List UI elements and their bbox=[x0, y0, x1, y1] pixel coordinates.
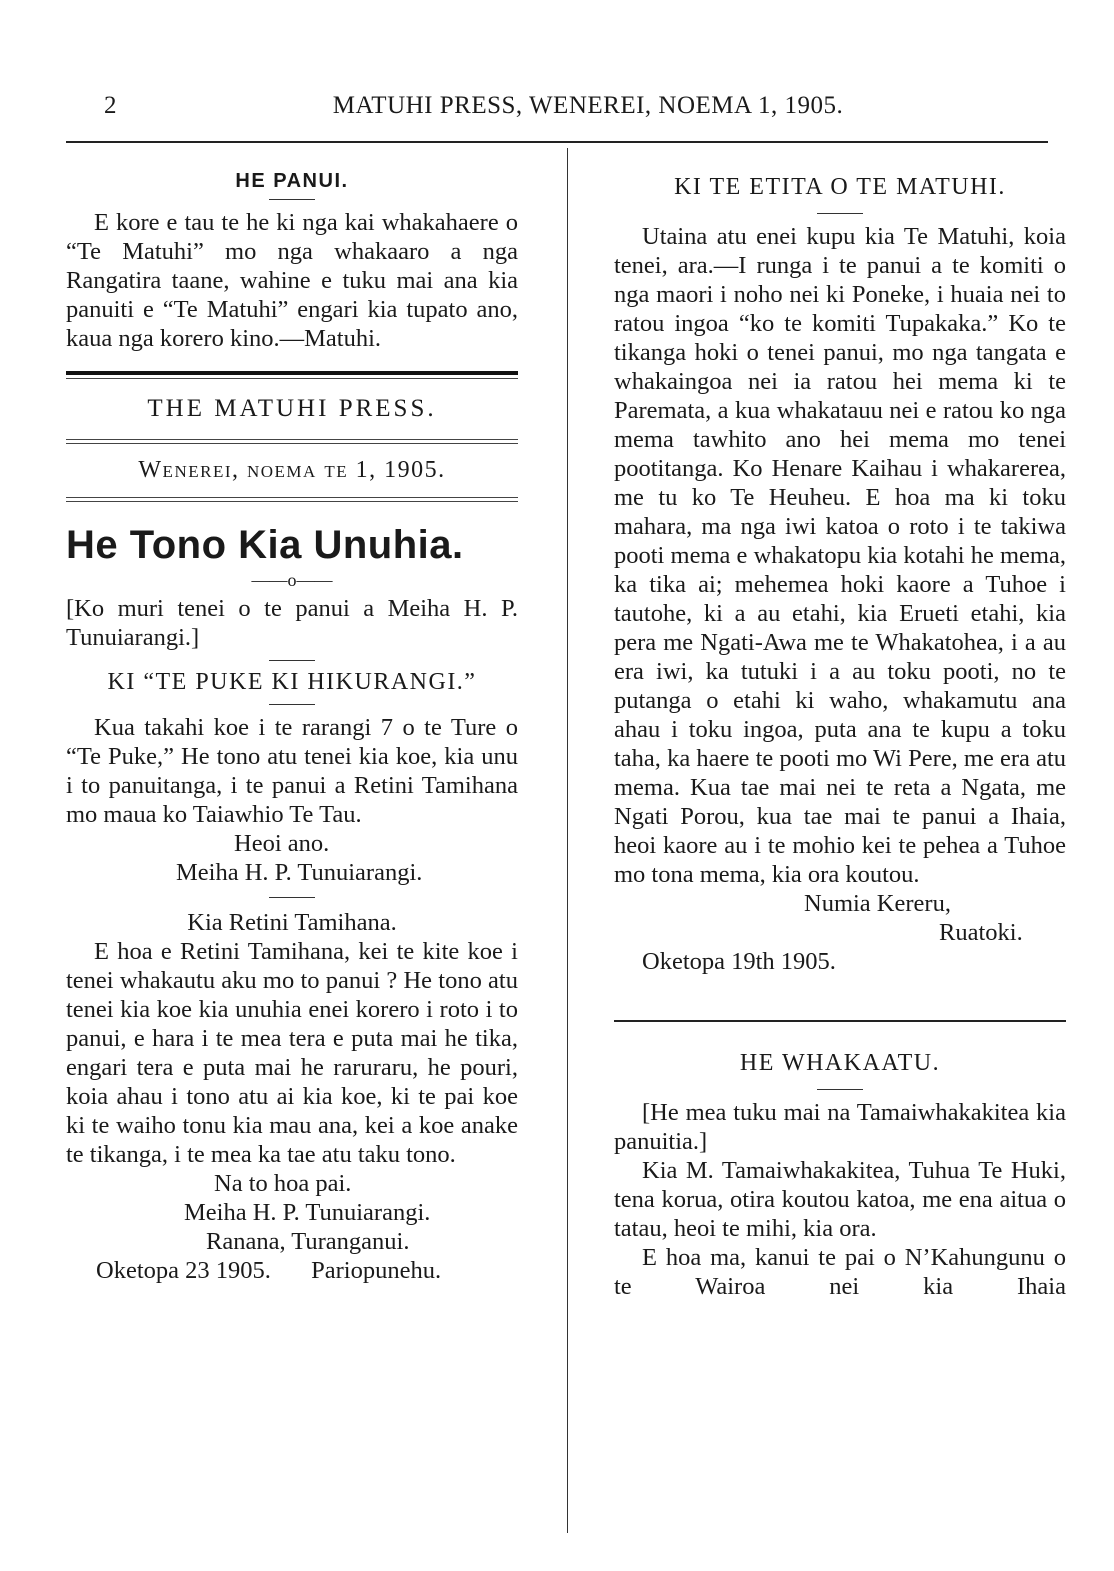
short-rule bbox=[269, 897, 315, 898]
left-column bbox=[66, 160, 518, 1285]
thin-rule bbox=[66, 378, 518, 379]
editor-letter-heading: KI TE ETITA O TE MATUHI. bbox=[674, 174, 1006, 200]
short-rule bbox=[817, 1089, 863, 1090]
panui-heading: HE PANUI. bbox=[235, 170, 349, 192]
right-column bbox=[614, 160, 1066, 1301]
short-rule bbox=[269, 704, 315, 705]
letter2-place2: Pariopunehu. bbox=[311, 1257, 442, 1284]
page-number: 2 bbox=[104, 92, 117, 119]
letter1-signature: Meiha H. P. Tunuiarangi. bbox=[176, 859, 423, 886]
editor-letter-signature: Numia Kereru, bbox=[804, 890, 951, 917]
column-divider bbox=[567, 148, 568, 1533]
header-title: MATUHI PRESS, WENEREI, NOEMA 1, 1905. bbox=[332, 92, 844, 119]
editor-letter-date: Oketopa 19th 1905. bbox=[642, 948, 836, 975]
editor-letter-body: Utaina atu enei kupu kia Te Matuhi, koia tenei, ara.—I runga i te panui a te komiti o nga maori i noho nei ki Poneke, i huaia nei to ratou ingoa “ko te komiti Tupakaka.” Ko te tikanga hoki o tenei panui, mo nga tangata e whakaingoa nei ia ratou hei mema ki te Paremata, a kua whakatauu nei e ratou ko nga mema tawhito ano hei mema mo tenei pootitanga. Ko Henare Kaihau i whakarerea, me tu ko Te Heuheu. E hoa ma ki toku mahara, ma nga iwi katoa o roto i te takiwa pooti mema e whakatopu kia kotahi he mema, ka tika ai; mehemea hoki kaore a Tuhoe i tautohe, ki a au etahi, kia Erueti etahi, kia pera me Ngati-Awa me te Whakatohea, i a au era iwi, ka tutuki i a au toku pooti, no te putanga o etahi ki waho, whakamutu ana ahau i toku ingoa, puta ana te kupu a toku taha, ka haere te pooti mo Wi Pere, me era atu mema. Kua tae mai nei te reta a Ngata, me Ngati Porou, kua tae mai te panui a Ihaia, heoi kaore au i te mohio kei te pehea a Tuhoe mo tona mema, kia ora koutou. bbox=[614, 223, 1066, 888]
short-rule bbox=[269, 199, 315, 200]
letter2-heading: Kia Retini Tamihana. bbox=[187, 909, 397, 936]
notice-paragraph-2: E hoa ma, kanui te pai o N’Kahungunu o te Wairoa nei kia Ihaia bbox=[614, 1244, 1066, 1300]
editor-letter-place: Ruatoki. bbox=[939, 919, 1023, 946]
short-rule bbox=[269, 660, 315, 661]
article-ornament: ——o—— bbox=[251, 570, 333, 590]
notice-paragraph-1: Kia M. Tamaiwhakakitea, Tuhua Te Huki, tena korua, otira koutou katoa, me ena aitua o tatau, heoi te mihi, kia ora. bbox=[614, 1157, 1066, 1242]
notice-heading: HE WHAKAATU. bbox=[739, 1050, 941, 1076]
letter1-body: Kua takahi koe i te rarangi 7 o te Ture o “Te Puke,” He tono atu tenei kia koe, kia unu i to panuitanga, i te panui a Retini Tamihana mo maua ko Taiawhio Te Tau. bbox=[66, 714, 518, 828]
letter2-dateline bbox=[66, 1256, 518, 1285]
short-rule bbox=[817, 213, 863, 214]
running-header bbox=[68, 92, 1048, 126]
letter2-closing: Na to hoa pai. bbox=[214, 1170, 352, 1197]
section-rule bbox=[614, 1020, 1066, 1022]
letter2-date: Oketopa 23 1905. bbox=[96, 1257, 271, 1284]
letter2-place: Ranana, Turanganui. bbox=[206, 1228, 410, 1255]
article-title: He Tono Kia Unuhia. bbox=[66, 523, 464, 567]
masthead: THE MATUHI PRESS. bbox=[147, 395, 437, 422]
dateline: Wenerei, noema te 1, 1905. bbox=[138, 457, 446, 483]
article-note: [Ko muri tenei o te panui a Meiha H. P. Tunuiarangi.] bbox=[66, 595, 518, 651]
panui-text: E kore e tau te he ki nga kai whakahaere o “Te Matuhi” mo nga whakaaro a nga Rangatira taane, wahine e tuku mai ana kia panuiti e “Te Matuhi” engari kia tupato ano, kaua nga korero kino.—Matuhi. bbox=[66, 209, 518, 352]
double-rule bbox=[66, 439, 518, 444]
thick-rule bbox=[66, 371, 518, 375]
notice-note: [He mea tuku mai na Tamaiwhakakitea kia panuitia.] bbox=[614, 1099, 1066, 1155]
letter1-closing: Heoi ano. bbox=[234, 830, 330, 857]
letter1-heading: KI “TE PUKE KI HIKURANGI.” bbox=[107, 669, 477, 695]
header-rule bbox=[66, 141, 1048, 143]
letter2-signature: Meiha H. P. Tunuiarangi. bbox=[184, 1199, 431, 1226]
double-rule bbox=[66, 497, 518, 502]
letter2-body: E hoa e Retini Tamihana, kei te kite koe i tenei whakautu aku mo to panui ? He tono atu tenei kia koe kia unuhia enei korero i roto i to panui, e hara i te mea tera e puta mai he tika, engari tera e puta mai he raruraru, he pouri, koia ahau i tono atu ai kia koe, ki te pai koe ki te waiho tonu kia mau ana, kei a koe anake te tikanga, i te mea ka tae atu taku tono. bbox=[66, 938, 518, 1168]
